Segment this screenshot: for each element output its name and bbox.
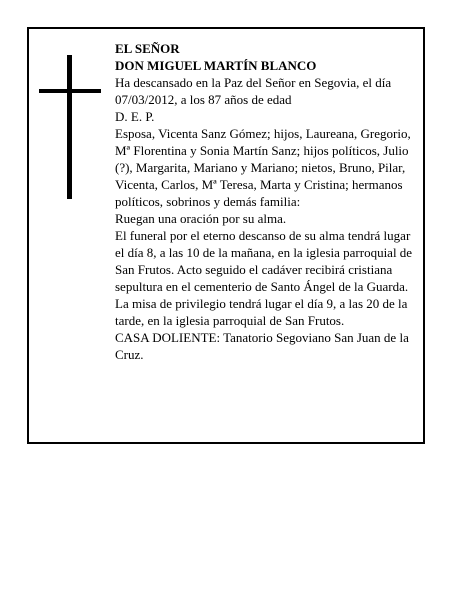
rip-line: D. E. P. xyxy=(115,109,155,124)
obituary-text xyxy=(115,40,419,363)
obituary-notice xyxy=(27,27,425,444)
prayer-request: Ruegan una oración por su alma. xyxy=(115,211,287,226)
death-announcement: Ha descansado en la Paz del Señor en Segovia, el día 07/03/2012, a los 87 años de edad xyxy=(115,75,392,107)
cross-vertical-bar xyxy=(67,55,72,199)
latin-cross-icon xyxy=(39,55,101,199)
title-line-1: EL SEÑOR xyxy=(115,41,180,56)
deceased-name: DON MIGUEL MARTÍN BLANCO xyxy=(115,58,317,73)
funeral-details: El funeral por el eterno descanso de su alma tendrá lugar el día 8, a las 10 de la mañana, en la iglesia parroquial de San Frutos. Acto seguido el cadáver recibirá cristiana sepultura en el cementerio de Santo Ángel de la Guarda. La misa de privilegio tendrá lugar el día 9, a las 20 de la tarde, en la iglesia parroquial de San Frutos. xyxy=(115,228,413,328)
family-list: Esposa, Vicenta Sanz Gómez; hijos, Laureana, Gregorio, Mª Florentina y Sonia Martín Sanz; hijos políticos, Julio (?), Margarita, Mariano y Mariano; nietos, Bruno, Pilar, Vicenta, Carlos, Mª Teresa, Marta y Cristina; hermanos políticos, sobrinos y demás familia: xyxy=(115,126,411,209)
mourning-house: CASA DOLIENTE: Tanatorio Segoviano San Juan de la Cruz. xyxy=(115,330,409,362)
cross-horizontal-bar xyxy=(39,89,101,93)
